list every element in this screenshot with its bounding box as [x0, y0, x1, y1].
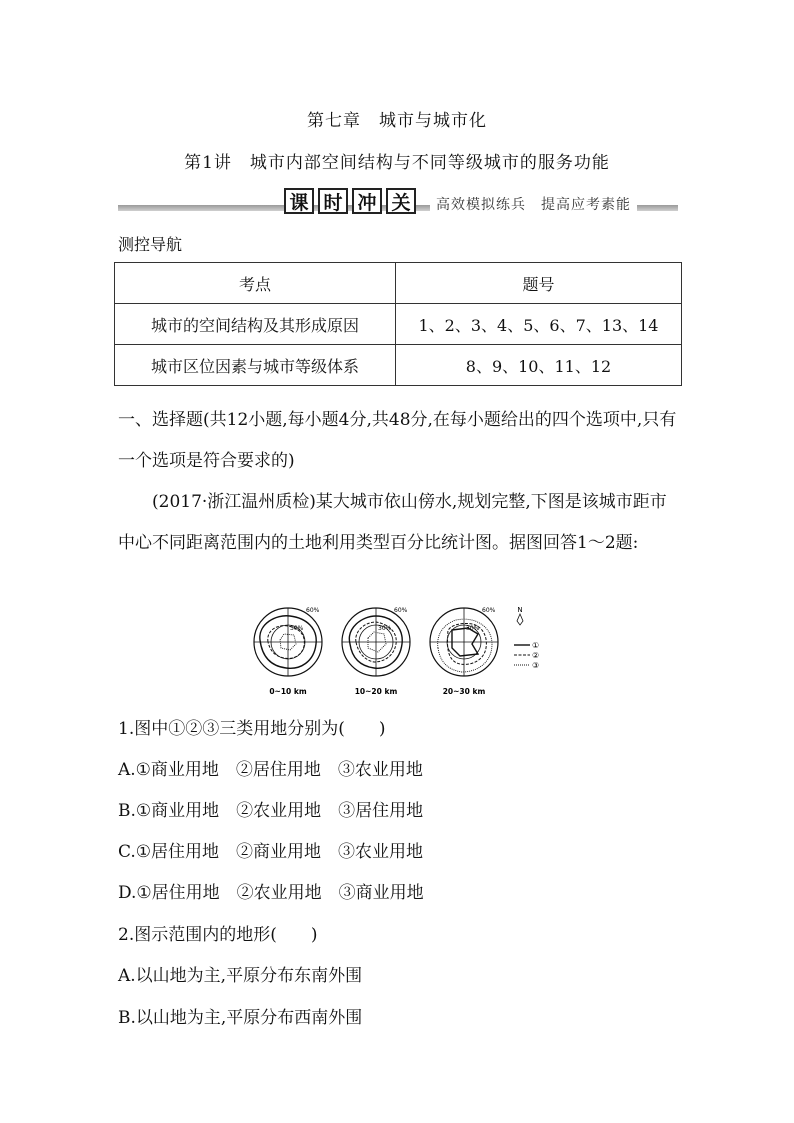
table-cell: 8、9、10、11、12	[396, 345, 682, 386]
table-cell: 城市的空间结构及其形成原因	[115, 304, 396, 345]
table-cell: 1、2、3、4、5、6、7、13、14	[396, 304, 682, 345]
ring-label-60: 60%	[306, 607, 320, 614]
ring-label-30: 30%	[466, 625, 480, 632]
panel-label: 20~30 km	[442, 687, 486, 696]
lesson-title: 第1讲 城市内部空间结构与不同等级城市的服务功能	[184, 153, 610, 173]
question-stem: 1.图中①②③三类用地分别为( )	[118, 719, 386, 739]
answer-option[interactable]: A.以山地为主,平原分布东南外围	[118, 966, 363, 986]
north-label: N	[517, 606, 523, 614]
nav-title: 测控导航	[118, 235, 183, 254]
land-use-figure	[246, 604, 556, 698]
panel-label: 0~10 km	[269, 687, 307, 696]
banner-char: 时	[318, 188, 348, 214]
banner-char: 关	[386, 188, 416, 214]
ring-label-60: 60%	[394, 607, 408, 614]
panel-label: 10~20 km	[354, 687, 398, 696]
series-3-outline	[438, 619, 492, 672]
banner-slogan: 高效模拟练兵 提高应考素能	[430, 194, 637, 214]
section-banner	[118, 186, 678, 218]
legend-label: ①	[532, 641, 540, 650]
table-header-row	[115, 263, 682, 304]
question-stem: 2.图示范围内的地形( )	[118, 925, 318, 945]
table-header-cell: 考点	[115, 263, 396, 304]
land-use-panel	[342, 607, 410, 696]
answer-option[interactable]: C.①居住用地 ②商业用地 ③农业用地	[118, 842, 424, 862]
land-use-panel	[254, 607, 322, 696]
section-intro: 一、选择题(共12小题,每小题4分,共48分,在每小题给出的四个选项中,只有一个选项是符合要求的)	[118, 410, 677, 471]
answer-option[interactable]: A.①商业用地 ②居住用地 ③农业用地	[118, 760, 423, 780]
guide-table	[114, 262, 682, 386]
answer-option[interactable]: B.以山地为主,平原分布西南外围	[118, 1008, 363, 1028]
land-use-panel	[430, 607, 498, 696]
chapter-title: 第七章 城市与城市化	[307, 111, 487, 131]
ring-label-30: 30%	[290, 625, 304, 632]
table-row	[115, 304, 682, 345]
question-context: (2017·浙江温州质检)某大城市依山傍水,规划完整,下图是该城市距市中心不同距离范围内的土地利用类型百分比统计图。据图回答1～2题:	[118, 492, 667, 553]
ring-label-30: 30%	[378, 625, 392, 632]
answer-option[interactable]: D.①居住用地 ②农业用地 ③商业用地	[118, 883, 424, 903]
banner-char: 课	[284, 188, 314, 214]
table-row	[115, 345, 682, 386]
land-use-figure-svg	[246, 604, 556, 698]
legend-label: ②	[532, 651, 540, 660]
ring-label-60: 60%	[482, 607, 496, 614]
table-cell: 城市区位因素与城市等级体系	[115, 345, 396, 386]
answer-option[interactable]: B.①商业用地 ②农业用地 ③居住用地	[118, 801, 424, 821]
north-arrow-icon	[517, 606, 523, 625]
banner-char: 冲	[352, 188, 382, 214]
table-header-cell: 题号	[396, 263, 682, 304]
legend-label: ③	[532, 661, 540, 670]
legend	[514, 641, 539, 670]
